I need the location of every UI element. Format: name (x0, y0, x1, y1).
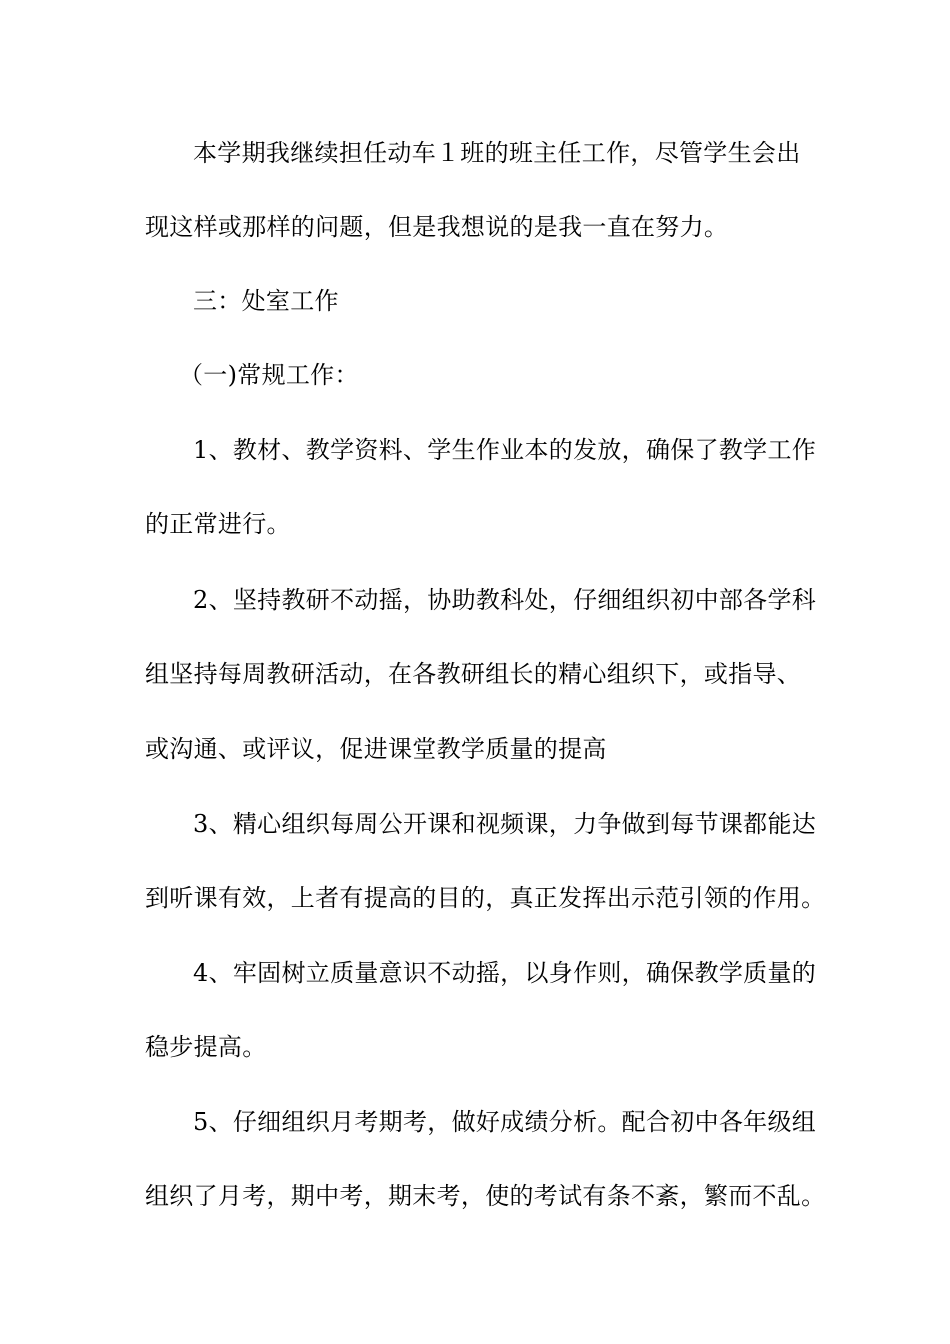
paragraph-line: 或沟通、或评议，促进课堂教学质量的提高 (145, 735, 607, 763)
paragraph-line: 稳步提高。 (145, 1033, 267, 1061)
paragraph-line: 4、牢固树立质量意识不动摇，以身作则，确保教学质量的 (193, 959, 817, 987)
paragraph-line: 的正常进行。 (145, 510, 291, 538)
paragraph-line: 5、仔细组织月考期考，做好成绩分析。配合初中各年级组 (193, 1108, 817, 1136)
paragraph-line: 1、教材、教学资料、学生作业本的发放，确保了教学工作 (193, 436, 817, 464)
paragraph-line: 2、坚持教研不动摇，协助教科处，仔细组织初中部各学科 (193, 586, 817, 614)
paragraph-line: 组坚持每周教研活动，在各教研组长的精心组织下，或指导、 (145, 660, 802, 688)
paragraph-line: 3、精心组织每周公开课和视频课，力争做到每节课都能达 (193, 810, 817, 838)
paragraph-line: 组织了月考，期中考，期末考，使的考试有条不紊，繁而不乱。 (145, 1182, 826, 1210)
subsection-heading: （一)常规工作： (179, 361, 359, 389)
paragraph-line: 到听课有效，上者有提高的目的，真正发挥出示范引领的作用。 (145, 884, 826, 912)
paragraph-line: 现这样或那样的问题，但是我想说的是我一直在努力。 (145, 213, 729, 241)
paragraph-line: 本学期我继续担任动车１班的班主任工作，尽管学生会出 (193, 139, 801, 167)
section-heading: 三：处室工作 (193, 287, 339, 315)
